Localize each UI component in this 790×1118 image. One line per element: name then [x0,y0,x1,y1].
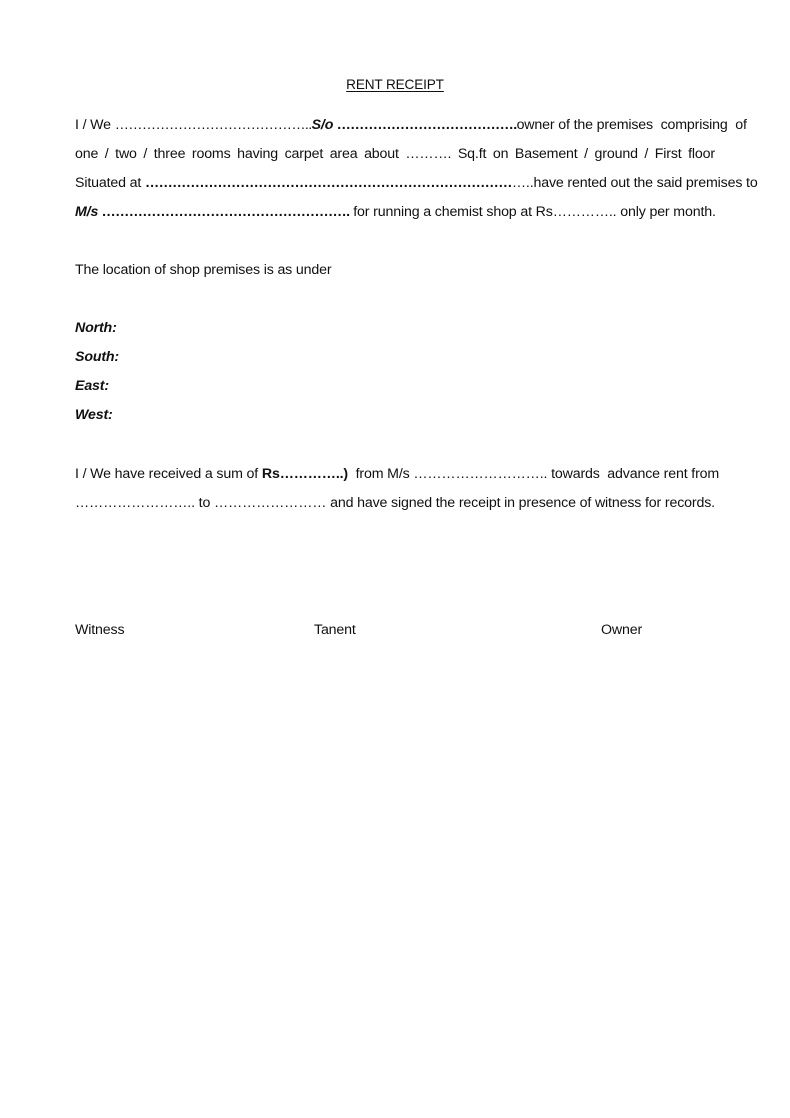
received-sum-line: I / We have received a sum of Rs…………..) from M/s ……………………….. towards advance rent from [75,466,720,482]
boundary-north: North: [75,320,117,336]
from-ms-text: from M/s ……………………….. towards advance rent from [348,466,720,482]
ms-label: M/s [75,204,99,220]
tenant-line [75,203,716,221]
boundary-west: West: [75,407,113,423]
boundary-south: South: [75,349,120,365]
father-name-blank: …………………………………. [333,117,517,133]
rent-amount-text: for running a chemist shop at Rs………….. only per month. [349,204,716,220]
owner-details-line [75,116,747,134]
period-line: …………………….. to …………………… and have signed the receipt in presence of witness for records. [75,495,715,511]
son-of-label: S/o [311,117,334,133]
tenant-name-blank: ………………………………………………. [98,204,350,220]
situated-line [75,174,758,192]
boundary-east: East: [75,378,109,394]
owner-name-blank: …………………………………….. [114,117,312,133]
owner-signature-label: Owner [601,622,643,638]
rooms-area-line: one / two / three rooms having carpet area about ………. Sq.ft on Basement / ground / First floor [75,146,715,162]
rented-out-text: …..have rented out the said premises to [511,175,758,191]
document-title: RENT RECEIPT [346,77,444,92]
premises-text: owner of the premises comprising of [516,117,747,133]
location-intro: The location of shop premises is as under [75,262,332,278]
situated-label: Situated at [75,175,145,191]
tenant-signature-label: Tanent [314,622,356,638]
owner-name-field: I / We ……………………………………..S/o …………………………………. [75,117,517,133]
witness-signature-label: Witness [75,622,125,638]
sum-blank: Rs…………..) [261,466,349,482]
address-blank: ……………………………………………………………………… [144,175,512,191]
